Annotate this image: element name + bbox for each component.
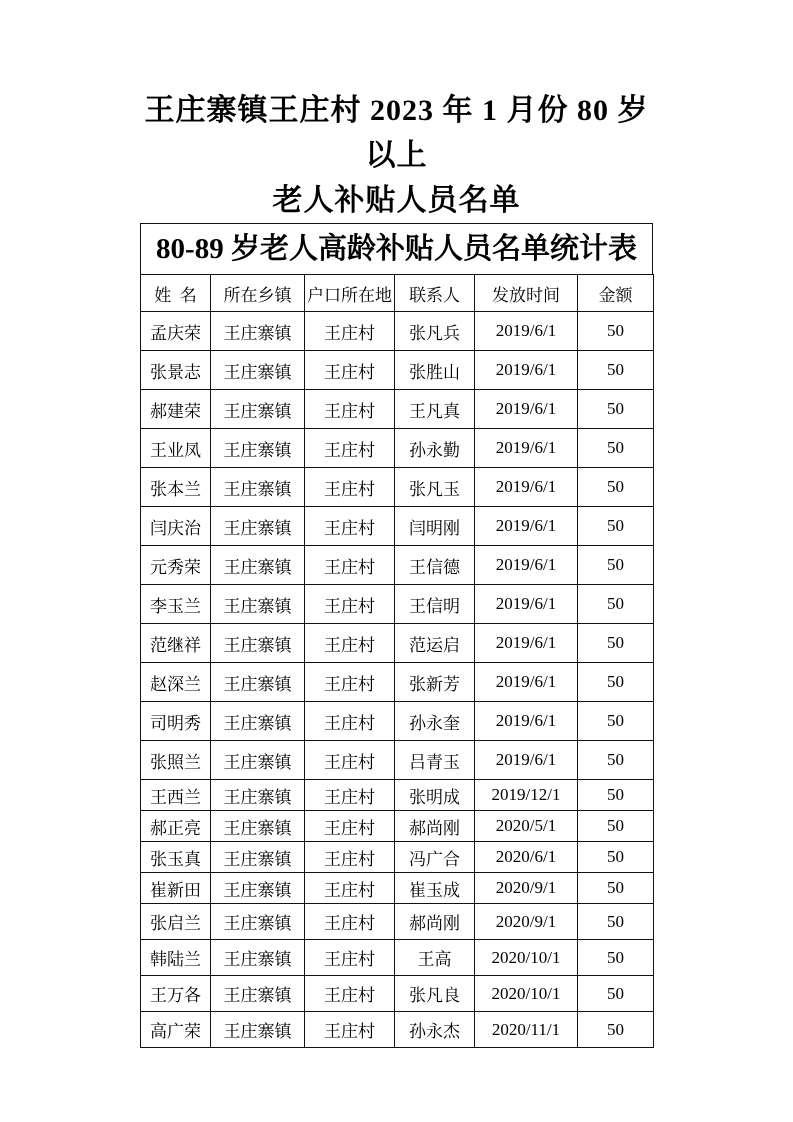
table-row [141,976,654,1012]
cell-amount: 50 [578,624,654,663]
cell-town: 王庄寨镇 [211,351,305,390]
cell-date: 2019/6/1 [475,429,578,468]
column-header-contact: 联系人 [395,275,475,312]
cell-date: 2019/6/1 [475,507,578,546]
cell-name: 张景志 [141,351,211,390]
table-row [141,873,654,904]
cell-contact: 范运启 [395,624,475,663]
cell-amount: 50 [578,468,654,507]
cell-contact: 张凡玉 [395,468,475,507]
cell-contact: 郝尚刚 [395,811,475,842]
cell-town: 王庄寨镇 [211,976,305,1012]
cell-amount: 50 [578,1012,654,1048]
cell-contact: 张凡良 [395,976,475,1012]
subsidy-roster-table [140,274,654,1048]
cell-date: 2020/10/1 [475,976,578,1012]
table-row [141,468,654,507]
cell-date: 2019/6/1 [475,468,578,507]
page-title-line-2: 老人补贴人员名单 [272,184,521,217]
cell-residence: 王庄村 [305,940,395,976]
table-row [141,940,654,976]
table-row [141,811,654,842]
cell-date: 2019/6/1 [475,546,578,585]
cell-name: 崔新田 [141,873,211,904]
cell-contact: 张胜山 [395,351,475,390]
cell-date: 2019/6/1 [475,663,578,702]
cell-amount: 50 [578,429,654,468]
cell-amount: 50 [578,390,654,429]
cell-residence: 王庄村 [305,546,395,585]
table-row [141,390,654,429]
cell-town: 王庄寨镇 [211,663,305,702]
cell-residence: 王庄村 [305,842,395,873]
cell-residence: 王庄村 [305,429,395,468]
cell-town: 王庄寨镇 [211,940,305,976]
cell-contact: 闫明刚 [395,507,475,546]
page-title [140,0,653,223]
cell-town: 王庄寨镇 [211,390,305,429]
column-header-residence: 户口所在地 [305,275,395,312]
cell-amount: 50 [578,312,654,351]
table-body [141,312,654,1048]
cell-name: 元秀荣 [141,546,211,585]
cell-town: 王庄寨镇 [211,585,305,624]
cell-date: 2020/10/1 [475,940,578,976]
table-row [141,585,654,624]
cell-amount: 50 [578,702,654,741]
cell-amount: 50 [578,351,654,390]
cell-amount: 50 [578,507,654,546]
cell-date: 2020/5/1 [475,811,578,842]
cell-residence: 王庄村 [305,624,395,663]
cell-amount: 50 [578,663,654,702]
cell-name: 张照兰 [141,741,211,780]
cell-amount: 50 [578,780,654,811]
cell-amount: 50 [578,585,654,624]
cell-town: 王庄寨镇 [211,904,305,940]
cell-name: 张玉真 [141,842,211,873]
cell-town: 王庄寨镇 [211,624,305,663]
cell-name: 范继祥 [141,624,211,663]
cell-date: 2020/11/1 [475,1012,578,1048]
table-row [141,507,654,546]
cell-amount: 50 [578,940,654,976]
cell-residence: 王庄村 [305,873,395,904]
cell-residence: 王庄村 [305,663,395,702]
cell-town: 王庄寨镇 [211,429,305,468]
cell-name: 张本兰 [141,468,211,507]
cell-name: 王业凤 [141,429,211,468]
cell-residence: 王庄村 [305,351,395,390]
cell-town: 王庄寨镇 [211,468,305,507]
cell-amount: 50 [578,976,654,1012]
cell-contact: 孙永勤 [395,429,475,468]
column-header-date: 发放时间 [475,275,578,312]
cell-amount: 50 [578,811,654,842]
cell-amount: 50 [578,842,654,873]
cell-name: 赵深兰 [141,663,211,702]
cell-town: 王庄寨镇 [211,546,305,585]
cell-amount: 50 [578,873,654,904]
cell-name: 闫庆治 [141,507,211,546]
table-row [141,663,654,702]
table-row [141,312,654,351]
table-row [141,780,654,811]
cell-contact: 张明成 [395,780,475,811]
cell-contact: 王高 [395,940,475,976]
cell-residence: 王庄村 [305,811,395,842]
cell-contact: 郝尚刚 [395,904,475,940]
cell-name: 张启兰 [141,904,211,940]
table-header-row [141,275,654,312]
cell-date: 2019/6/1 [475,624,578,663]
cell-contact: 崔玉成 [395,873,475,904]
table-row [141,546,654,585]
cell-name: 王西兰 [141,780,211,811]
cell-date: 2019/6/1 [475,741,578,780]
cell-residence: 王庄村 [305,312,395,351]
cell-town: 王庄寨镇 [211,1012,305,1048]
cell-amount: 50 [578,904,654,940]
cell-residence: 王庄村 [305,702,395,741]
cell-residence: 王庄村 [305,585,395,624]
cell-town: 王庄寨镇 [211,312,305,351]
cell-contact: 张凡兵 [395,312,475,351]
document-content [140,0,653,1048]
cell-name: 王万各 [141,976,211,1012]
cell-name: 韩陆兰 [141,940,211,976]
cell-town: 王庄寨镇 [211,811,305,842]
cell-residence: 王庄村 [305,468,395,507]
cell-name: 司明秀 [141,702,211,741]
cell-residence: 王庄村 [305,904,395,940]
table-row [141,741,654,780]
cell-residence: 王庄村 [305,507,395,546]
page-title-line-1: 王庄寨镇王庄村 2023 年 1 月份 80 岁以上 [144,94,649,172]
cell-amount: 50 [578,546,654,585]
cell-date: 2020/9/1 [475,873,578,904]
table-row [141,351,654,390]
cell-contact: 王信德 [395,546,475,585]
cell-residence: 王庄村 [305,390,395,429]
column-header-amount: 金额 [578,275,654,312]
cell-contact: 张新芳 [395,663,475,702]
cell-contact: 王信明 [395,585,475,624]
cell-contact: 孙永杰 [395,1012,475,1048]
cell-date: 2020/9/1 [475,904,578,940]
table-row [141,1012,654,1048]
cell-date: 2019/6/1 [475,312,578,351]
cell-residence: 王庄村 [305,741,395,780]
cell-contact: 孙永奎 [395,702,475,741]
cell-contact: 吕青玉 [395,741,475,780]
cell-date: 2019/6/1 [475,351,578,390]
cell-date: 2019/12/1 [475,780,578,811]
cell-date: 2019/6/1 [475,585,578,624]
table-row [141,702,654,741]
cell-date: 2020/6/1 [475,842,578,873]
cell-name: 郝正亮 [141,811,211,842]
cell-name: 孟庆荣 [141,312,211,351]
cell-contact: 王凡真 [395,390,475,429]
table-row [141,624,654,663]
cell-residence: 王庄村 [305,1012,395,1048]
table-row [141,842,654,873]
table-row [141,429,654,468]
cell-residence: 王庄村 [305,976,395,1012]
column-header-name: 姓 名 [141,275,211,312]
cell-town: 王庄寨镇 [211,842,305,873]
cell-name: 高广荣 [141,1012,211,1048]
cell-contact: 冯广合 [395,842,475,873]
table-row [141,904,654,940]
cell-residence: 王庄村 [305,780,395,811]
cell-town: 王庄寨镇 [211,741,305,780]
cell-date: 2019/6/1 [475,390,578,429]
cell-amount: 50 [578,741,654,780]
cell-name: 郝建荣 [141,390,211,429]
cell-town: 王庄寨镇 [211,507,305,546]
cell-town: 王庄寨镇 [211,780,305,811]
cell-name: 李玉兰 [141,585,211,624]
cell-date: 2019/6/1 [475,702,578,741]
cell-town: 王庄寨镇 [211,873,305,904]
column-header-town: 所在乡镇 [211,275,305,312]
cell-town: 王庄寨镇 [211,702,305,741]
table-banner: 80-89 岁老人高龄补贴人员名单统计表 [140,223,653,275]
